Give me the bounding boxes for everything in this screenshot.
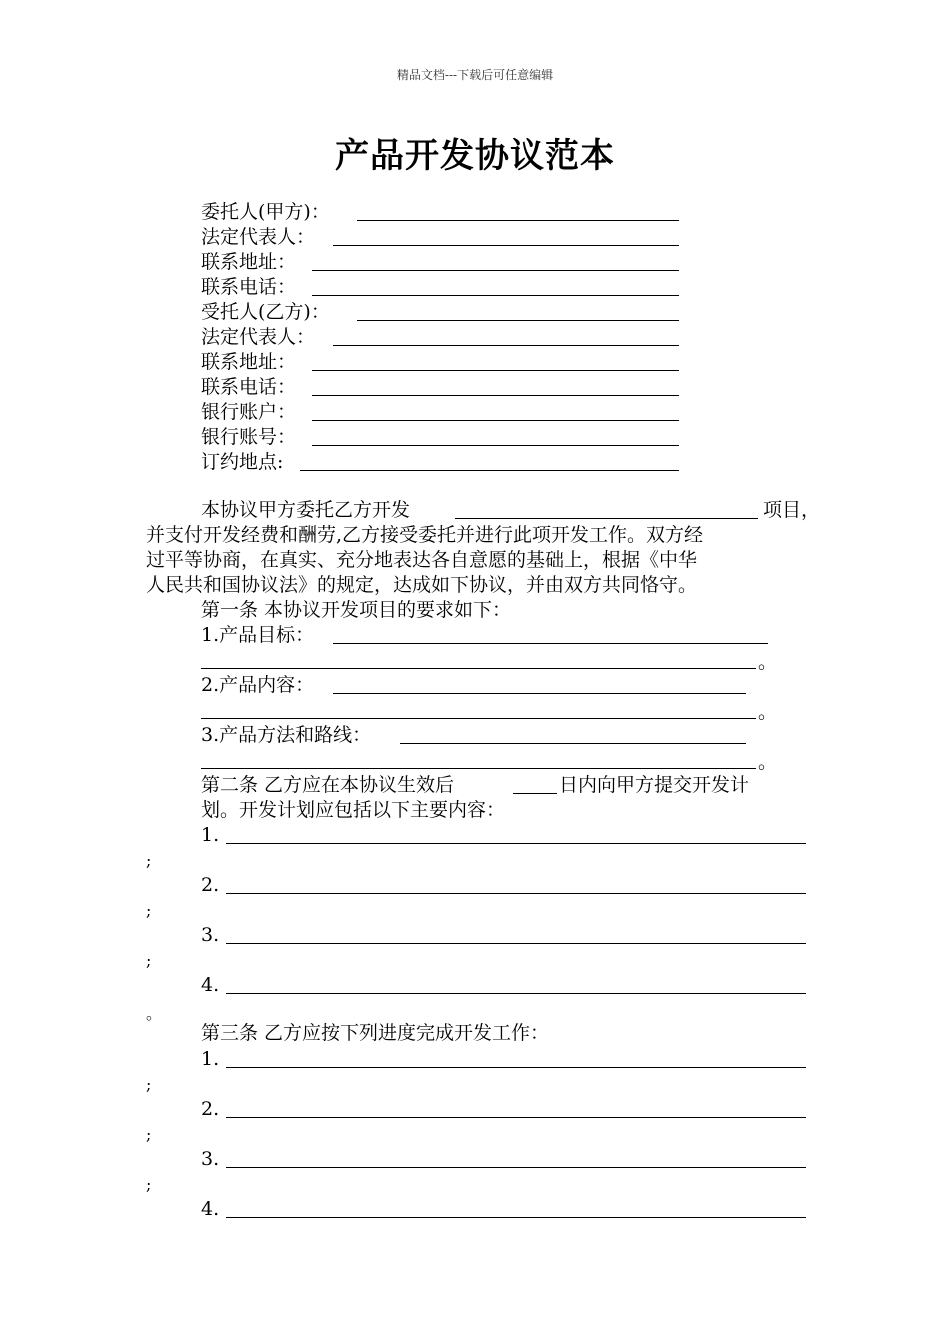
article-2-item: 2. <box>201 874 220 896</box>
blank-line[interactable] <box>400 743 746 744</box>
article-2-item: 1. <box>201 824 220 846</box>
blank-line[interactable] <box>226 1067 806 1068</box>
article-1-item: 1.产品目标： <box>201 624 315 646</box>
period-mark: 。 <box>758 701 778 723</box>
semicolon-mark: ; <box>146 1175 152 1194</box>
article-1-heading: 第一条 本协议开发项目的要求如下： <box>201 599 512 621</box>
blank-line[interactable] <box>333 245 679 246</box>
period-mark: 。 <box>758 751 778 773</box>
blank-line[interactable] <box>333 693 746 694</box>
intro-tail: 项目， <box>763 499 821 521</box>
article-1-item: 2.产品内容： <box>201 674 315 696</box>
semicolon-mark: ; <box>146 1075 152 1094</box>
party-label: 联系电话： <box>201 376 297 398</box>
party-label: 委托人(甲方)： <box>201 201 330 223</box>
project-blank-line[interactable] <box>455 518 758 519</box>
party-label: 联系地址： <box>201 351 297 373</box>
intro-lead: 本协议甲方委托乙方开发 <box>201 499 411 521</box>
blank-line[interactable] <box>226 1167 806 1168</box>
blank-line[interactable] <box>312 445 679 446</box>
blank-line[interactable] <box>201 668 756 669</box>
days-blank-line[interactable] <box>513 793 557 794</box>
period-mark: 。 <box>758 651 778 673</box>
blank-line[interactable] <box>312 420 679 421</box>
period-mark: 。 <box>146 1004 163 1023</box>
article-2-item: 4. <box>201 974 220 996</box>
blank-line[interactable] <box>312 270 679 271</box>
document-title: 产品开发协议范本 <box>335 136 615 176</box>
blank-line[interactable] <box>226 943 806 944</box>
article-3-item: 4. <box>201 1198 220 1220</box>
article-2-text: 第二条 乙方应在本协议生效后 <box>201 774 455 796</box>
party-label: 银行账户： <box>201 401 297 423</box>
blank-line[interactable] <box>201 718 756 719</box>
party-label: 受托人(乙方)： <box>201 301 330 323</box>
blank-line[interactable] <box>201 768 756 769</box>
party-label: 法定代表人： <box>201 326 316 348</box>
party-label: 法定代表人： <box>201 226 316 248</box>
article-1-item: 3.产品方法和路线： <box>201 724 372 746</box>
article-2-text: 日内向甲方提交开发计 <box>559 774 750 796</box>
article-2-item: 3. <box>201 924 220 946</box>
intro-line: 并支付开发经费和酬劳,乙方接受委托并进行此项开发工作。双方经 <box>146 524 704 546</box>
intro-line: 人民共和国协议法》的规定，达成如下协议，并由双方共同恪守。 <box>146 574 698 596</box>
semicolon-mark: ; <box>146 901 152 920</box>
blank-line[interactable] <box>226 843 806 844</box>
blank-line[interactable] <box>357 220 679 221</box>
article-3-item: 1. <box>201 1048 220 1070</box>
party-label: 银行账号： <box>201 426 297 448</box>
blank-line[interactable] <box>226 893 806 894</box>
blank-line[interactable] <box>226 993 806 994</box>
page-header: 精品文档---下载后可任意编辑 <box>396 68 554 82</box>
blank-line[interactable] <box>312 395 679 396</box>
semicolon-mark: ; <box>146 1125 152 1144</box>
blank-line[interactable] <box>333 643 768 644</box>
blank-line[interactable] <box>300 470 679 471</box>
party-label: 联系地址： <box>201 251 297 273</box>
party-label: 联系电话： <box>201 276 297 298</box>
blank-line[interactable] <box>312 370 679 371</box>
semicolon-mark: ; <box>146 851 152 870</box>
article-3-item: 3. <box>201 1148 220 1170</box>
article-3-heading: 第三条 乙方应按下列进度完成开发工作： <box>201 1022 550 1044</box>
blank-line[interactable] <box>226 1117 806 1118</box>
intro-line: 过平等协商，在真实、充分地表达各自意愿的基础上，根据《中华 <box>146 549 698 571</box>
semicolon-mark: ; <box>146 951 152 970</box>
blank-line[interactable] <box>226 1217 806 1218</box>
article-2-text: 划。开发计划应包括以下主要内容： <box>201 799 506 821</box>
blank-line[interactable] <box>357 320 679 321</box>
blank-line[interactable] <box>333 345 679 346</box>
party-label: 订约地点: <box>201 451 284 473</box>
article-3-item: 2. <box>201 1098 220 1120</box>
blank-line[interactable] <box>312 295 679 296</box>
